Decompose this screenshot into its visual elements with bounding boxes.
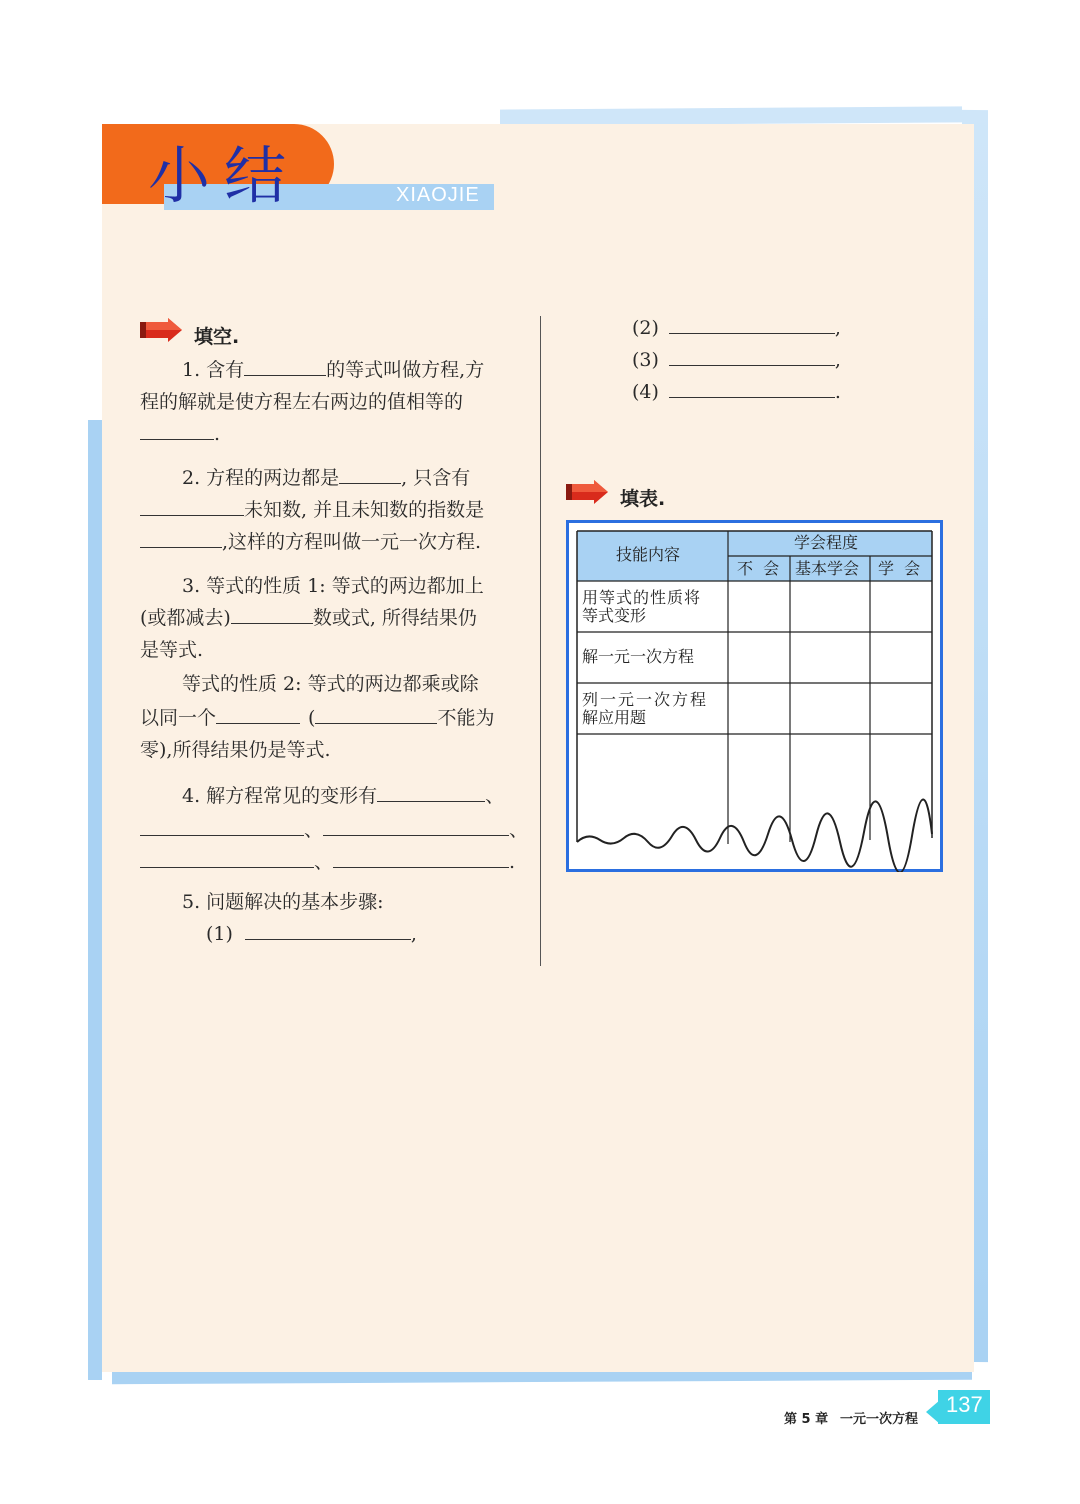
q4-blank-1[interactable]	[377, 784, 485, 802]
q2-text-a: 2. 方程的两边都是	[182, 467, 340, 489]
q5-blank-4[interactable]	[669, 380, 835, 398]
table-row-3-line-1: 列一元一次方程	[582, 690, 709, 709]
q4-line-2	[140, 818, 528, 842]
q5-step-1	[206, 922, 417, 946]
q5-step-3-label: (3)	[632, 349, 659, 371]
q3-text-d: 不能为	[437, 707, 495, 729]
table-header-skill: 技能内容	[616, 545, 681, 564]
q3-text-b: 数或式, 所得结果仍	[312, 607, 477, 629]
q5-comma-3: ,	[834, 349, 841, 371]
q3-text-c: 以同一个	[140, 707, 217, 729]
table-row-1-line-2: 等式变形	[582, 606, 647, 625]
q5-step-2	[632, 316, 841, 340]
q4-sep-4: 、	[314, 851, 334, 873]
section-label-fill-blank: 填空.	[194, 326, 240, 348]
q5-period: .	[834, 381, 841, 403]
q1-line-3	[140, 422, 220, 446]
page-number: 137	[946, 1392, 983, 1417]
table-level-learned: 学 会	[878, 559, 921, 578]
column-divider	[540, 316, 541, 966]
page-shadow-left	[88, 420, 102, 1380]
page-title: 小结	[148, 139, 301, 212]
q5-comma-1: ,	[410, 923, 417, 945]
footer-chapter: 第 5 章	[784, 1412, 829, 1427]
q2-blank-3[interactable]	[140, 530, 222, 548]
q3-line-4: 等式的性质 2: 等式的两边都乘或除	[182, 673, 479, 695]
q5-step-4-label: (4)	[632, 381, 659, 403]
q4-blank-5[interactable]	[333, 850, 509, 868]
q4-line-1	[182, 784, 504, 808]
q5-step-3	[632, 348, 841, 372]
q3-line-5	[140, 706, 494, 730]
q4-blank-3[interactable]	[323, 818, 509, 836]
q4-blank-4[interactable]	[140, 850, 314, 868]
q2-line-2	[140, 498, 484, 522]
arrow-marker-icon	[140, 318, 182, 342]
q2-line-1	[182, 466, 470, 490]
page-shadow-top	[500, 106, 962, 125]
footer-chapter-title: 一元一次方程	[840, 1412, 919, 1427]
section-label-fill-table: 填表.	[620, 488, 666, 510]
q4-sep-2: 、	[304, 819, 324, 841]
table-header-degree: 学会程度	[794, 533, 859, 552]
q1-blank-2[interactable]	[140, 422, 214, 440]
q5-step-1-label: (1)	[206, 923, 233, 945]
table-row-1-line-1: 用等式的性质将	[582, 588, 702, 607]
q2-blank-1[interactable]	[339, 466, 401, 484]
q5-blank-3[interactable]	[669, 348, 835, 366]
q2-text-c: 未知数, 并且未知数的指数是	[244, 499, 485, 521]
arrow-marker-icon	[566, 480, 608, 504]
q4-sep-1: 、	[485, 785, 505, 807]
q1-period: .	[214, 423, 221, 445]
table-row-2-line-1: 解一元一次方程	[582, 647, 695, 666]
page-title-pinyin: XIAOJIE	[396, 184, 480, 206]
q4-sep-3: 、	[509, 819, 529, 841]
q3-blank-3[interactable]	[315, 706, 437, 724]
q3-line-3: 是等式.	[140, 639, 204, 661]
q5-blank-2[interactable]	[669, 316, 835, 334]
q3-text-a: (或都减去)	[140, 607, 231, 629]
q5-step-4	[632, 380, 841, 404]
table-level-not: 不 会	[737, 559, 780, 578]
q1-text-b: 的等式叫做方程,方	[326, 359, 485, 381]
q5-line-1: 5. 问题解决的基本步骤:	[182, 891, 384, 913]
q3-paren: (	[308, 707, 316, 729]
q3-line-6: 零),所得结果仍是等式.	[140, 739, 331, 761]
q4-blank-2[interactable]	[140, 818, 304, 836]
q3-line-2	[140, 606, 477, 630]
q3-blank-2[interactable]	[216, 706, 300, 724]
q4-period: .	[509, 851, 516, 873]
q2-text-d: ,这样的方程叫做一元一次方程.	[222, 531, 482, 553]
q2-line-3	[140, 530, 481, 554]
q5-comma-2: ,	[834, 317, 841, 339]
q2-blank-2[interactable]	[140, 498, 244, 516]
q4-text: 4. 解方程常见的变形有	[182, 785, 378, 807]
q1-blank-1[interactable]	[244, 358, 326, 376]
q1-line-2: 程的解就是使方程左右两边的值相等的	[140, 391, 464, 413]
q5-step-2-label: (2)	[632, 317, 659, 339]
table-row-3-line-2: 解应用题	[582, 708, 647, 727]
q3-line-1: 3. 等式的性质 1: 等式的两边都加上	[182, 575, 484, 597]
q1-line-1	[182, 358, 484, 382]
q3-blank-1[interactable]	[231, 606, 313, 624]
q2-text-b: , 只含有	[401, 467, 471, 489]
q1-text-a: 1. 含有	[182, 359, 245, 381]
q5-blank-1[interactable]	[245, 922, 411, 940]
q4-line-3	[140, 850, 515, 874]
table-level-basic: 基本学会	[795, 559, 860, 578]
